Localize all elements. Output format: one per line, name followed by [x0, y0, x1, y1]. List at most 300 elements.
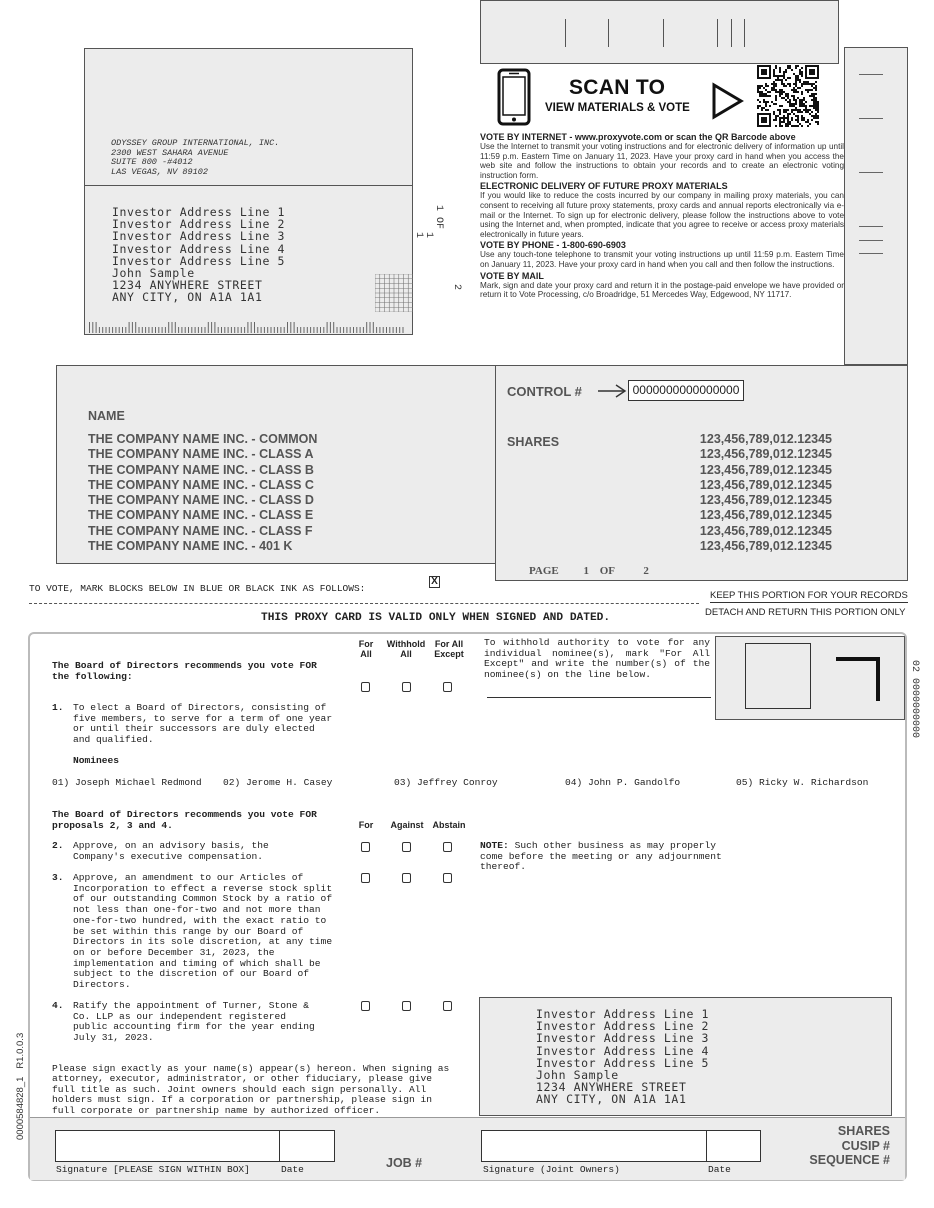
qr-module: [817, 103, 819, 105]
qr-module: [801, 117, 803, 119]
qr-module: [801, 111, 803, 113]
for-all-checkbox[interactable]: [361, 682, 370, 692]
qr-module: [813, 115, 815, 117]
barcode-bar: [284, 327, 285, 333]
qr-module: [781, 93, 783, 95]
return-investor-address-box: [479, 997, 892, 1116]
strip-mark: [859, 118, 883, 119]
qr-module: [759, 91, 761, 93]
qr-module: [783, 85, 785, 87]
joint-date-label: Date: [708, 1164, 731, 1175]
qr-module: [789, 77, 791, 79]
scan-title: SCAN TO: [569, 76, 666, 99]
barcode-bar: [228, 327, 229, 333]
date-box[interactable]: [279, 1130, 335, 1162]
qr-module: [807, 109, 809, 111]
qr-module: [813, 87, 815, 89]
item4-against-checkbox[interactable]: [402, 1001, 411, 1011]
barcode-bar: [274, 327, 275, 333]
qr-module: [811, 95, 813, 97]
qr-module: [767, 109, 769, 111]
qr-module: [793, 103, 795, 105]
qr-module: [793, 109, 795, 111]
qr-module: [801, 71, 803, 73]
barcode-bar: [320, 327, 321, 333]
barcode-bar: [310, 327, 311, 333]
qr-module: [785, 69, 787, 71]
qr-module: [799, 123, 801, 125]
qr-module: [801, 101, 803, 103]
nominee-3: 03) Jeffrey Conroy: [394, 777, 498, 788]
qr-module: [799, 69, 801, 71]
qr-module: [803, 81, 805, 83]
qr-module: [773, 69, 775, 71]
qr-module: [787, 113, 789, 115]
qr-module: [789, 103, 791, 105]
qr-module: [785, 99, 787, 101]
barcode-bar: [290, 322, 291, 333]
qr-module: [807, 111, 809, 113]
qr-module: [797, 115, 799, 117]
withhold-note: To withhold authority to vote for any individual nominee(s), mark "For All Except" and write the number(s) of the nominee(s) on the line below.: [484, 637, 710, 681]
qr-module: [795, 89, 797, 91]
qr-module: [787, 125, 789, 127]
scanner-mark-box: [715, 636, 905, 720]
qr-module: [771, 87, 773, 89]
qr-module: [807, 89, 809, 91]
qr-module: [767, 91, 769, 93]
barcode-bar: [373, 322, 374, 333]
qr-module: [815, 115, 817, 117]
qr-module: [787, 67, 789, 69]
qr-module: [809, 109, 811, 111]
qr-module: [809, 123, 811, 125]
qr-module: [799, 109, 801, 111]
qr-module: [761, 117, 767, 123]
qr-module: [779, 89, 781, 91]
qr-module: [815, 113, 817, 115]
qr-module: [811, 105, 813, 107]
qr-module: [805, 105, 807, 107]
qr-module: [789, 123, 791, 125]
barcode-bar: [158, 327, 159, 333]
barcode-bar: [145, 327, 146, 333]
qr-module: [789, 99, 791, 101]
qr-module: [773, 113, 775, 115]
qr-module: [789, 65, 791, 67]
qr-module: [785, 93, 787, 95]
address-line: Investor Address Line 2: [536, 1019, 710, 1034]
address-line: Investor Address Line 3: [536, 1031, 710, 1046]
qr-module: [815, 101, 817, 103]
return-address-line: SUITE 800 -#4012: [111, 157, 193, 167]
qr-module: [793, 99, 795, 101]
registration-square: [745, 643, 811, 709]
barcode-bar: [112, 327, 113, 333]
qr-module: [787, 95, 789, 97]
barcode-bar: [360, 327, 361, 333]
qr-module: [793, 105, 795, 107]
barcode-bar: [297, 327, 298, 333]
item2-for-checkbox[interactable]: [361, 842, 370, 852]
barcode-bar: [313, 327, 314, 333]
qr-module: [775, 85, 777, 87]
qr-module: [791, 95, 793, 97]
qr-module: [761, 107, 763, 109]
barcode-bar: [221, 327, 222, 333]
qr-module: [775, 97, 777, 99]
item4-abstain-checkbox[interactable]: [443, 1001, 452, 1011]
nominees-label: Nominees: [73, 755, 120, 766]
cusip-label: CUSIP #: [841, 1138, 890, 1153]
qr-module: [765, 89, 767, 91]
qr-module: [797, 119, 799, 121]
barcode-bar: [346, 327, 347, 333]
qr-module: [787, 123, 789, 125]
qr-module: [793, 125, 795, 127]
barcode-bar: [125, 327, 126, 333]
signature-label: Signature [PLEASE SIGN WITHIN BOX]: [56, 1164, 250, 1175]
barcode-bar: [185, 327, 186, 333]
qr-module: [777, 77, 779, 79]
right-arrow-icon: [597, 383, 627, 399]
qr-module: [763, 101, 765, 103]
qr-module: [763, 95, 765, 97]
col-abstain: Abstain: [432, 820, 466, 830]
qr-module: [799, 87, 801, 89]
qr-module: [791, 109, 793, 111]
shares-tracking-label: SHARES: [837, 1124, 890, 1138]
qr-module: [779, 91, 781, 93]
qr-module: [783, 117, 785, 119]
barcode-tick: [565, 19, 566, 47]
return-address-panel: [84, 48, 413, 186]
qr-module: [773, 111, 775, 113]
qr-module: [805, 109, 807, 111]
qr-module: [801, 83, 803, 85]
edelivery-text: If you would like to reduce the costs incurred by our company in mailing proxy materials, you can consent to receiving all future proxy statements, proxy cards and annual reports electronically via e-mail or the Internet. To sign up for electronic delivery, please follow the instructions above to vote using the Internet and, when prompted, indicate that you agree to receive or access proxy materials electronically in future years.: [480, 191, 844, 239]
address-line: Investor Address Line 1: [536, 1007, 710, 1021]
barcode-bar: [181, 327, 182, 333]
qr-module: [817, 115, 819, 117]
qr-module: [781, 79, 783, 81]
nominee-2: 02) Jerome H. Casey: [223, 777, 333, 788]
barcode-bar: [168, 322, 169, 333]
item1-number: 1.: [52, 702, 64, 713]
barcode-bar: [330, 322, 331, 333]
qr-module: [811, 89, 813, 91]
qr-module: [813, 107, 815, 109]
barcode-bar: [386, 327, 387, 333]
withhold-all-checkbox[interactable]: [402, 682, 411, 692]
joint-date-box[interactable]: [706, 1130, 761, 1162]
voting-instructions-panel: [473, 60, 845, 365]
investor-address-return: [536, 1008, 709, 1106]
qr-module: [803, 103, 805, 105]
qr-module: [783, 91, 785, 93]
shares-value: 123,456,789,012.12345: [699, 462, 832, 477]
qr-module: [771, 101, 773, 103]
qr-module: [761, 109, 763, 111]
side-code-2: 2: [451, 284, 462, 291]
note-text: Such other business as may properly come before the meeting or any adjournment thereof.: [480, 840, 722, 873]
qr-module: [775, 117, 777, 119]
qr-module: [789, 121, 791, 123]
postal-barcode: [89, 322, 407, 333]
joint-signature-box[interactable]: [481, 1130, 707, 1162]
qr-module: [793, 89, 795, 91]
address-line: Investor Address Line 2: [112, 217, 286, 232]
barcode-bar: [152, 327, 153, 333]
qr-module: [783, 121, 785, 123]
qr-module: [787, 117, 789, 119]
qr-module: [809, 69, 815, 75]
barcode-tick: [744, 19, 745, 47]
qr-module: [773, 87, 775, 89]
item2-abstain-checkbox[interactable]: [443, 842, 452, 852]
qr-module: [815, 109, 817, 111]
address-line: 1234 ANYWHERE STREET: [536, 1080, 687, 1095]
shares-value: 123,456,789,012.12345: [699, 493, 832, 508]
qr-module: [797, 77, 799, 79]
address-line: Investor Address Line 4: [112, 241, 286, 256]
qr-module: [781, 83, 783, 85]
qr-module: [801, 67, 803, 69]
address-line: Investor Address Line 5: [112, 253, 286, 268]
qr-module: [791, 117, 793, 119]
qr-module: [801, 103, 803, 105]
company-name: THE COMPANY NAME INC. - CLASS A: [88, 447, 314, 462]
note-block: [480, 841, 740, 873]
item3-text: Approve, an amendment to our Articles of Incorporation to effect a reverse stock split of our outstanding Common Stock by a ratio of not less than one-for-two and not more than one-for-two hundred, with the exact ratio to be set within this range by our Board of Directors in its sole discretion, at any time on or before December 31, 2023, the implementation and timing of which shall be subject to the discretion of our Board of Directors.: [73, 872, 333, 991]
qr-module: [757, 99, 759, 101]
qr-module: [763, 93, 765, 95]
page-indicator: [529, 565, 649, 577]
barcode-bar: [89, 322, 90, 333]
qr-module: [775, 79, 777, 81]
qr-module: [801, 75, 803, 77]
qr-module: [765, 85, 767, 87]
qr-module: [807, 91, 809, 93]
barcode-bar: [307, 327, 308, 333]
qr-module: [775, 83, 777, 85]
qr-module: [803, 105, 805, 107]
qr-module: [817, 101, 819, 103]
qr-module: [791, 125, 793, 127]
qr-module: [779, 123, 781, 125]
qr-module: [779, 95, 781, 97]
qr-module: [791, 111, 793, 113]
qr-module: [765, 101, 767, 103]
qr-module: [761, 91, 763, 93]
company-list: [88, 432, 317, 554]
qr-module: [773, 85, 775, 87]
qr-module: [765, 95, 767, 97]
qr-module: [791, 119, 793, 121]
qr-module: [775, 91, 777, 93]
barcode-bar: [327, 322, 328, 333]
barcode-bar: [376, 327, 377, 333]
qr-module: [801, 105, 803, 107]
barcode-bar: [333, 322, 334, 333]
barcode-bar: [155, 327, 156, 333]
qr-module: [767, 85, 769, 87]
qr-module: [759, 87, 761, 89]
qr-module: [773, 119, 775, 121]
qr-module: [781, 125, 783, 127]
qr-module: [811, 99, 813, 101]
barcode-bar: [389, 327, 390, 333]
qr-module: [795, 65, 797, 67]
qr-module: [803, 97, 805, 99]
barcode-bar: [162, 327, 163, 333]
shares-value: 123,456,789,012.12345: [699, 477, 832, 492]
board-recommendation-1: The Board of Directors recommends you vote FOR the following:: [52, 660, 317, 682]
col-for: For: [358, 820, 374, 830]
qr-module: [799, 71, 801, 73]
qr-module: [797, 91, 799, 93]
barcode-bar: [191, 327, 192, 333]
qr-module: [787, 93, 789, 95]
company-name: THE COMPANY NAME INC. - CLASS F: [88, 523, 313, 538]
qr-module: [805, 77, 819, 79]
barcode-bar: [343, 327, 344, 333]
qr-module: [817, 121, 819, 123]
qr-module: [777, 91, 779, 93]
qr-module: [807, 125, 809, 127]
qr-module: [811, 119, 813, 121]
job-label: JOB #: [386, 1156, 423, 1170]
qr-module: [815, 81, 817, 83]
qr-module: [789, 83, 791, 85]
qr-module: [795, 109, 797, 111]
barcode-bar: [132, 322, 133, 333]
qr-module: [795, 85, 797, 87]
qr-module: [799, 81, 801, 83]
barcode-bar: [109, 327, 110, 333]
qr-module: [809, 83, 811, 85]
mark-instructions: TO VOTE, MARK BLOCKS BELOW IN BLUE OR BLACK INK AS FOLLOWS:: [29, 583, 366, 594]
qr-module: [783, 111, 785, 113]
barcode-bar: [383, 327, 384, 333]
barcode-bar: [106, 327, 107, 333]
qr-module: [765, 109, 767, 111]
item2-against-checkbox[interactable]: [402, 842, 411, 852]
qr-module: [757, 91, 759, 93]
barcode-bar: [277, 327, 278, 333]
signature-box[interactable]: [55, 1130, 280, 1162]
qr-module: [797, 125, 799, 127]
qr-module: [801, 115, 803, 117]
page-label: PAGE: [529, 565, 559, 577]
qr-module: [813, 95, 815, 97]
barcode-bar: [224, 327, 225, 333]
qr-module: [799, 101, 801, 103]
except-nominee-line[interactable]: [487, 697, 711, 698]
barcode-bar: [261, 327, 262, 333]
nominee-1: 01) Joseph Michael Redmond: [52, 777, 202, 788]
barcode-bar: [129, 322, 130, 333]
barcode-bar: [142, 327, 143, 333]
qr-module: [761, 69, 767, 75]
qr-module: [787, 77, 789, 79]
qr-module: [769, 95, 771, 97]
qr-module: [779, 93, 781, 95]
item3-for-checkbox[interactable]: [361, 873, 370, 883]
qr-module: [771, 83, 773, 85]
address-line: ANY CITY, ON A1A 1A1: [112, 290, 263, 305]
for-all-except-checkbox[interactable]: [443, 682, 452, 692]
qr-module: [795, 115, 797, 117]
qr-module: [779, 79, 781, 81]
qr-module: [803, 83, 805, 85]
qr-module: [799, 79, 801, 81]
qr-module: [769, 105, 771, 107]
qr-module: [767, 101, 769, 103]
item4-number: 4.: [52, 1000, 64, 1011]
item1-text: To elect a Board of Directors, consisting of five members, to serve for a term of one year or until their successors are duly elected and qualified.: [73, 702, 333, 746]
return-address-line: ODYSSEY GROUP INTERNATIONAL, INC.: [111, 138, 280, 148]
qr-module: [775, 89, 777, 91]
qr-module: [779, 111, 781, 113]
qr-module: [795, 81, 797, 83]
qr-module: [783, 73, 785, 75]
return-address-line: LAS VEGAS, NV 89102: [111, 166, 208, 177]
shares-value: 123,456,789,012.12345: [699, 432, 832, 446]
qr-module: [795, 107, 797, 109]
qr-module: [799, 111, 801, 113]
barcode-bar: [257, 327, 258, 333]
item3-against-checkbox[interactable]: [402, 873, 411, 883]
return-address: [111, 139, 279, 177]
address-line: Investor Address Line 3: [112, 229, 286, 244]
qr-module: [805, 65, 807, 79]
qr-module: [777, 75, 779, 77]
barcode-bar: [201, 327, 202, 333]
strip-mark: [859, 253, 883, 254]
qr-module: [795, 119, 797, 121]
qr-module: [757, 77, 771, 79]
qr-module: [775, 67, 777, 69]
address-line: ANY CITY, ON A1A 1A1: [536, 1092, 687, 1107]
barcode-bar: [379, 327, 380, 333]
item3-abstain-checkbox[interactable]: [443, 873, 452, 883]
barcode-bar: [188, 327, 189, 333]
barcode-bar: [403, 327, 404, 333]
item2-number: 2.: [52, 840, 64, 851]
valid-notice: THIS PROXY CARD IS VALID ONLY WHEN SIGNED AND DATED.: [261, 612, 611, 624]
col-withhold-all: Withhold All: [386, 639, 426, 659]
sequence-label: SEQUENCE #: [809, 1153, 890, 1167]
voting-text-block: [480, 132, 844, 300]
qr-module: [789, 105, 791, 107]
qr-module: [801, 99, 803, 101]
qr-module: [797, 117, 799, 119]
address-line: Investor Address Line 5: [536, 1055, 710, 1070]
qr-module: [789, 67, 791, 69]
barcode-bar: [304, 327, 305, 333]
qr-module: [783, 109, 785, 111]
barcode-tick: [663, 19, 664, 47]
qr-module: [759, 93, 761, 95]
address-line: Investor Address Line 1: [112, 205, 286, 219]
col-for-all-except: For All Except: [434, 639, 464, 659]
item4-for-checkbox[interactable]: [361, 1001, 370, 1011]
qr-module: [805, 121, 807, 123]
control-label: CONTROL #: [507, 384, 582, 399]
qr-module: [785, 95, 787, 97]
qr-module: [769, 91, 771, 93]
